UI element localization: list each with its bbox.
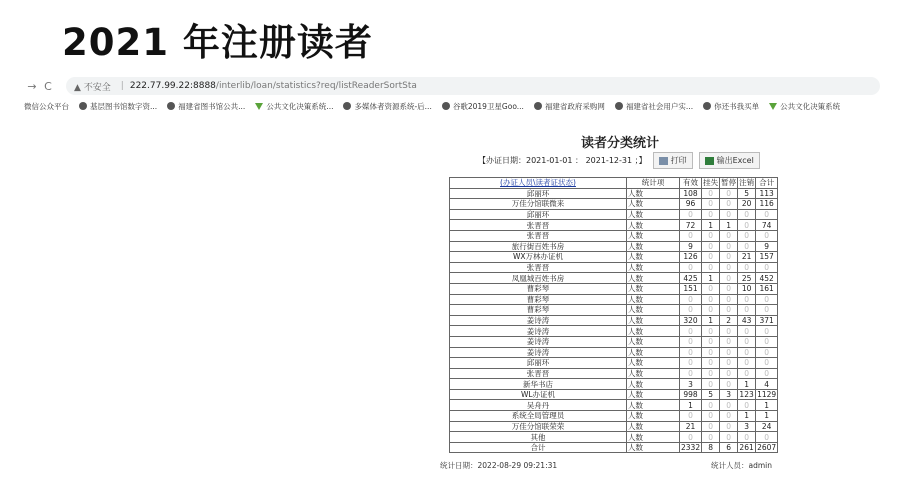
table-cell-name: 合计	[450, 442, 627, 453]
column-header: 注销	[739, 178, 755, 188]
table-cell-value: 25	[738, 273, 756, 284]
bookmark-label: 福建省图书馆公共...	[178, 101, 246, 111]
table-cell-value: 1	[702, 220, 720, 231]
table-cell-value: 0	[738, 241, 756, 252]
bookmark-label: 公共文化决策系统	[780, 101, 841, 111]
table-cell-value: 0	[738, 209, 756, 220]
bookmark-label: 公共文化决策系统...	[266, 101, 334, 111]
table-cell-name: 凤凰城百姓书房	[450, 273, 627, 284]
bookmark-label: 基层图书馆数字资...	[90, 101, 158, 111]
globe-icon	[343, 102, 351, 110]
table-cell-value: 0	[680, 294, 702, 305]
table-cell-value: 1	[756, 400, 778, 411]
table-cell-value: 0	[738, 220, 756, 231]
bookmark-item[interactable]	[255, 101, 333, 112]
stat-user: 统计人员：admin	[711, 461, 772, 470]
table-cell-item: 人数	[627, 241, 680, 252]
table-cell-value: 0	[756, 294, 778, 305]
table-cell-value: 0	[702, 305, 720, 316]
funnel-icon	[255, 103, 263, 110]
table-cell-value: 998	[680, 389, 702, 400]
table-cell-value: 9	[756, 241, 778, 252]
table-cell-value: 2	[720, 315, 738, 326]
table-cell-value: 0	[680, 368, 702, 379]
bookmark-item[interactable]	[534, 101, 605, 112]
table-cell-value: 0	[720, 230, 738, 241]
table-cell-item: 人数	[627, 336, 680, 347]
table-cell-name: 万佳分馆联荣荣	[450, 421, 627, 432]
address-host: 222.77.99.22:8888	[129, 81, 216, 91]
table-cell-item: 人数	[627, 294, 680, 305]
table-row	[450, 252, 778, 263]
address-field[interactable]	[66, 77, 880, 95]
address-separator: |	[120, 81, 124, 91]
table-cell-value: 1	[702, 273, 720, 284]
table-row	[450, 262, 778, 273]
table-row	[450, 294, 778, 305]
table-cell-value: 452	[756, 273, 778, 284]
table-row	[450, 411, 778, 422]
table-cell-value: 0	[720, 273, 738, 284]
globe-icon	[703, 102, 711, 110]
url-bar	[24, 76, 880, 96]
table-cell-value: 0	[720, 209, 738, 220]
bookmark-item[interactable]	[769, 101, 840, 112]
table-cell-value: 0	[680, 209, 702, 220]
table-cell-value: 320	[680, 315, 702, 326]
table-cell-value: 0	[702, 368, 720, 379]
table-cell-value: 0	[756, 262, 778, 273]
table-row	[450, 432, 778, 443]
table-cell-value: 3	[720, 389, 738, 400]
table-cell-value: 157	[756, 252, 778, 263]
table-row	[450, 379, 778, 390]
table-cell-value: 0	[702, 262, 720, 273]
table-row	[450, 358, 778, 369]
print-label: 打印	[670, 156, 687, 165]
table-cell-item: 人数	[627, 199, 680, 210]
table-cell-value: 0	[756, 368, 778, 379]
table-cell-value: 0	[738, 336, 756, 347]
printer-icon	[659, 157, 668, 165]
table-cell-value: 0	[702, 294, 720, 305]
table-row	[450, 209, 778, 220]
table-cell-value: 0	[702, 188, 720, 199]
table-cell-name: 张晋晋	[450, 230, 627, 241]
table-cell-value: 0	[680, 347, 702, 358]
table-cell-value: 0	[702, 241, 720, 252]
column-header: 有效	[680, 178, 702, 189]
security-warning[interactable]: ▲ 不安全	[74, 82, 111, 93]
table-cell-value: 0	[720, 252, 738, 263]
table-cell-item: 人数	[627, 358, 680, 369]
table-cell-value: 0	[738, 368, 756, 379]
bookmark-item[interactable]	[167, 101, 245, 112]
column-header: 合计	[756, 178, 778, 189]
column-header[interactable]: (办证人员\读者证状态)	[450, 178, 627, 189]
table-cell-name: 邱丽环	[450, 209, 627, 220]
table-row	[450, 188, 778, 199]
table-cell-item: 人数	[627, 368, 680, 379]
table-cell-item: 人数	[627, 442, 680, 453]
table-row	[450, 389, 778, 400]
table-cell-value: 0	[720, 432, 738, 443]
table-cell-name: 万佳分馆联微来	[450, 199, 627, 210]
table-cell-value: 1	[738, 379, 756, 390]
table-cell-value: 0	[702, 379, 720, 390]
table-cell-value: 1129	[757, 390, 777, 400]
bookmark-label: 谷歌2019卫星Goo...	[452, 101, 524, 111]
forward-icon[interactable]: →	[27, 79, 37, 93]
table-cell-value: 0	[680, 336, 702, 347]
table-row	[450, 347, 778, 358]
table-cell-name: 系统全局管理员	[450, 411, 627, 422]
table-row	[450, 220, 778, 231]
table-cell-name: WX万林办证机	[450, 252, 627, 263]
table-cell-name: 旅行街百姓书房	[450, 241, 627, 252]
globe-icon	[615, 102, 623, 110]
table-cell-name: 曹彩琴	[450, 283, 627, 294]
table-row	[450, 241, 778, 252]
table-cell-item: 人数	[627, 400, 680, 411]
table-cell-name: 张晋晋	[450, 262, 627, 273]
date-range-row	[478, 152, 760, 169]
table-cell-value: 0	[680, 262, 702, 273]
table-cell-item: 人数	[627, 230, 680, 241]
table-cell-value: 108	[680, 188, 702, 199]
funnel-icon	[769, 103, 777, 110]
table-row	[450, 326, 778, 337]
table-cell-value: 1	[720, 220, 738, 231]
table-cell-value: 0	[702, 336, 720, 347]
table-cell-value: 2332	[681, 443, 701, 453]
table-cell-name: 曹彩琴	[450, 305, 627, 316]
table-cell-value: 0	[756, 432, 778, 443]
table-cell-value: 0	[720, 421, 738, 432]
table-cell-name: 曹彩琴	[450, 294, 627, 305]
table-cell-value: 0	[756, 230, 778, 241]
table-cell-value: 43	[738, 315, 756, 326]
table-cell-value: 0	[720, 262, 738, 273]
table-cell-value: 6	[720, 442, 738, 453]
table-cell-value: 4	[756, 379, 778, 390]
table-cell-item: 人数	[627, 411, 680, 422]
bookmark-label: 福建省政府采购网	[544, 101, 605, 111]
table-cell-value: 8	[702, 442, 720, 453]
table-cell-value: 0	[680, 432, 702, 443]
table-cell-value: 261	[739, 443, 754, 453]
table-cell-value: 0	[738, 400, 756, 411]
table-cell-value: 0	[702, 347, 720, 358]
bookmark-label: 福建省社会用户实...	[625, 101, 694, 111]
globe-icon	[79, 102, 87, 110]
slide-title: 2021 年注册读者	[62, 21, 373, 64]
table-cell-name: 姜诗涛	[450, 315, 627, 326]
table-cell-item: 人数	[627, 273, 680, 284]
table-cell-value: 123	[739, 390, 754, 400]
stat-date: 统计日期：2022-08-29 09:21:31	[440, 461, 558, 470]
table-cell-value: 3	[680, 379, 702, 390]
table-row	[450, 368, 778, 379]
export-label: 输出Excel	[716, 156, 754, 165]
table-cell-value: 116	[756, 199, 778, 210]
table-row	[450, 283, 778, 294]
table-cell-value: 0	[720, 400, 738, 411]
table-row	[450, 315, 778, 326]
print-button[interactable]	[653, 152, 693, 169]
table-cell-value: 21	[680, 421, 702, 432]
table-cell-value: 0	[720, 188, 738, 199]
table-cell-value: 74	[756, 220, 778, 231]
globe-icon	[534, 102, 542, 110]
table-cell-value: 0	[702, 326, 720, 337]
table-row	[450, 442, 778, 453]
table-cell-value: 0	[702, 252, 720, 263]
table-cell-item: 人数	[627, 432, 680, 443]
table-cell-value: 1	[702, 315, 720, 326]
table-cell-item: 人数	[627, 421, 680, 432]
table-cell-item: 人数	[627, 389, 680, 400]
column-header: 挂失	[703, 178, 719, 188]
table-row	[450, 336, 778, 347]
browser-screenshot	[0, 74, 900, 489]
table-cell-value: 0	[720, 347, 738, 358]
table-cell-name: 其他	[450, 432, 627, 443]
table-row	[450, 305, 778, 316]
table-cell-value: 0	[738, 358, 756, 369]
table-cell-value: 1	[680, 400, 702, 411]
table-cell-value: 425	[680, 273, 702, 284]
table-cell-value: 0	[702, 230, 720, 241]
table-cell-value: 0	[680, 358, 702, 369]
table-cell-value: 161	[756, 283, 778, 294]
table-cell-value: 0	[756, 209, 778, 220]
table-cell-value: 0	[756, 358, 778, 369]
table-row	[450, 199, 778, 210]
table-cell-value: 21	[738, 252, 756, 263]
table-cell-value: 0	[720, 411, 738, 422]
address-path: /interlib/loan/statistics?req/listReaderSortSta	[215, 81, 417, 91]
date-range: 【办证日期：2021-01-01 ： 2021-12-31 ；】	[478, 156, 647, 165]
table-cell-value: 0	[720, 379, 738, 390]
table-cell-value: 0	[720, 283, 738, 294]
reader-stats-table	[449, 177, 778, 453]
table-cell-value: 0	[702, 209, 720, 220]
table-cell-value: 0	[702, 400, 720, 411]
table-cell-value: 0	[702, 421, 720, 432]
table-cell-value: 0	[720, 336, 738, 347]
table-cell-name: 新华书店	[450, 379, 627, 390]
table-cell-value: 0	[680, 305, 702, 316]
table-cell-value: 0	[756, 336, 778, 347]
bookmark-label: 多媒体者资源系统-后...	[354, 101, 432, 111]
table-cell-value: 0	[702, 199, 720, 210]
table-cell-value: 0	[680, 230, 702, 241]
table-cell-name: 邱丽环	[450, 188, 627, 199]
bookmark-item[interactable]	[615, 101, 693, 112]
table-cell-value: 1	[756, 411, 778, 422]
table-cell-value: 151	[680, 283, 702, 294]
table-cell-value: 113	[756, 188, 778, 199]
bookmark-item[interactable]	[703, 101, 759, 112]
table-cell-value: 9	[680, 241, 702, 252]
table-cell-value: 20	[738, 199, 756, 210]
table-cell-value: 0	[756, 326, 778, 337]
table-cell-value: 0	[720, 294, 738, 305]
bookmark-item[interactable]	[442, 101, 524, 112]
table-cell-value: 0	[720, 241, 738, 252]
table-cell-value: 3	[738, 421, 756, 432]
table-cell-name: 姜诗涛	[450, 336, 627, 347]
table-cell-name: 吴舟丹	[450, 400, 627, 411]
table-cell-value: 0	[738, 305, 756, 316]
table-cell-item: 人数	[627, 315, 680, 326]
table-cell-value: 5	[702, 389, 720, 400]
export-excel-button[interactable]	[699, 152, 760, 169]
bookmark-label: 你还书我买单	[714, 101, 760, 111]
table-cell-value: 0	[702, 411, 720, 422]
globe-icon	[442, 102, 450, 110]
table-cell-value: 371	[756, 315, 778, 326]
table-cell-value: 0	[756, 305, 778, 316]
table-cell-item: 人数	[627, 379, 680, 390]
table-cell-name: 姜诗涛	[450, 347, 627, 358]
table-cell-name: 张晋晋	[450, 368, 627, 379]
table-header-row	[450, 178, 778, 189]
table-cell-name: 张晋晋	[450, 220, 627, 231]
column-header: 暂停	[721, 178, 737, 188]
table-cell-value: 1	[738, 411, 756, 422]
table-row	[450, 400, 778, 411]
bookmark-item[interactable]	[24, 101, 69, 112]
table-cell-value: 72	[680, 220, 702, 231]
bookmark-item[interactable]	[343, 101, 431, 112]
table-cell-item: 人数	[627, 262, 680, 273]
bookmark-item[interactable]	[79, 101, 157, 112]
table-cell-value: 0	[702, 358, 720, 369]
table-cell-value: 0	[738, 230, 756, 241]
table-cell-value: 0	[720, 358, 738, 369]
table-cell-value: 0	[738, 294, 756, 305]
table-cell-value: 10	[738, 283, 756, 294]
report-title: 读者分类统计	[580, 136, 659, 151]
column-header: 统计项	[627, 178, 680, 189]
table-cell-value: 0	[720, 199, 738, 210]
table-cell-name: 姜诗涛	[450, 326, 627, 337]
table-cell-value: 0	[720, 326, 738, 337]
table-cell-item: 人数	[627, 220, 680, 231]
table-row	[450, 421, 778, 432]
table-cell-value: 24	[756, 421, 778, 432]
table-cell-value: 0	[702, 432, 720, 443]
table-cell-item: 人数	[627, 326, 680, 337]
table-cell-value: 126	[680, 252, 702, 263]
table-cell-value: 0	[738, 262, 756, 273]
table-cell-item: 人数	[627, 252, 680, 263]
table-cell-value: 2607	[757, 443, 777, 453]
table-cell-value: 0	[738, 326, 756, 337]
excel-icon	[705, 157, 714, 165]
table-cell-item: 人数	[627, 209, 680, 220]
table-cell-value: 0	[680, 326, 702, 337]
table-row	[450, 273, 778, 284]
table-cell-value: 0	[738, 432, 756, 443]
table-cell-value: 5	[738, 188, 756, 199]
reload-icon[interactable]: C	[44, 79, 52, 93]
table-cell-name: WL办证机	[450, 389, 627, 400]
table-cell-value: 0	[680, 411, 702, 422]
table-cell-value: 0	[720, 368, 738, 379]
table-row	[450, 230, 778, 241]
table-cell-item: 人数	[627, 347, 680, 358]
table-cell-item: 人数	[627, 188, 680, 199]
table-cell-item: 人数	[627, 305, 680, 316]
globe-icon	[167, 102, 175, 110]
table-cell-value: 96	[680, 199, 702, 210]
table-cell-item: 人数	[627, 283, 680, 294]
table-cell-value: 0	[756, 347, 778, 358]
table-cell-name: 邱丽环	[450, 358, 627, 369]
bookmarks-bar	[24, 98, 884, 114]
table-cell-value: 0	[702, 283, 720, 294]
table-cell-value: 0	[720, 305, 738, 316]
table-cell-value: 0	[738, 347, 756, 358]
bookmark-label: 微信公众平台	[24, 101, 69, 111]
